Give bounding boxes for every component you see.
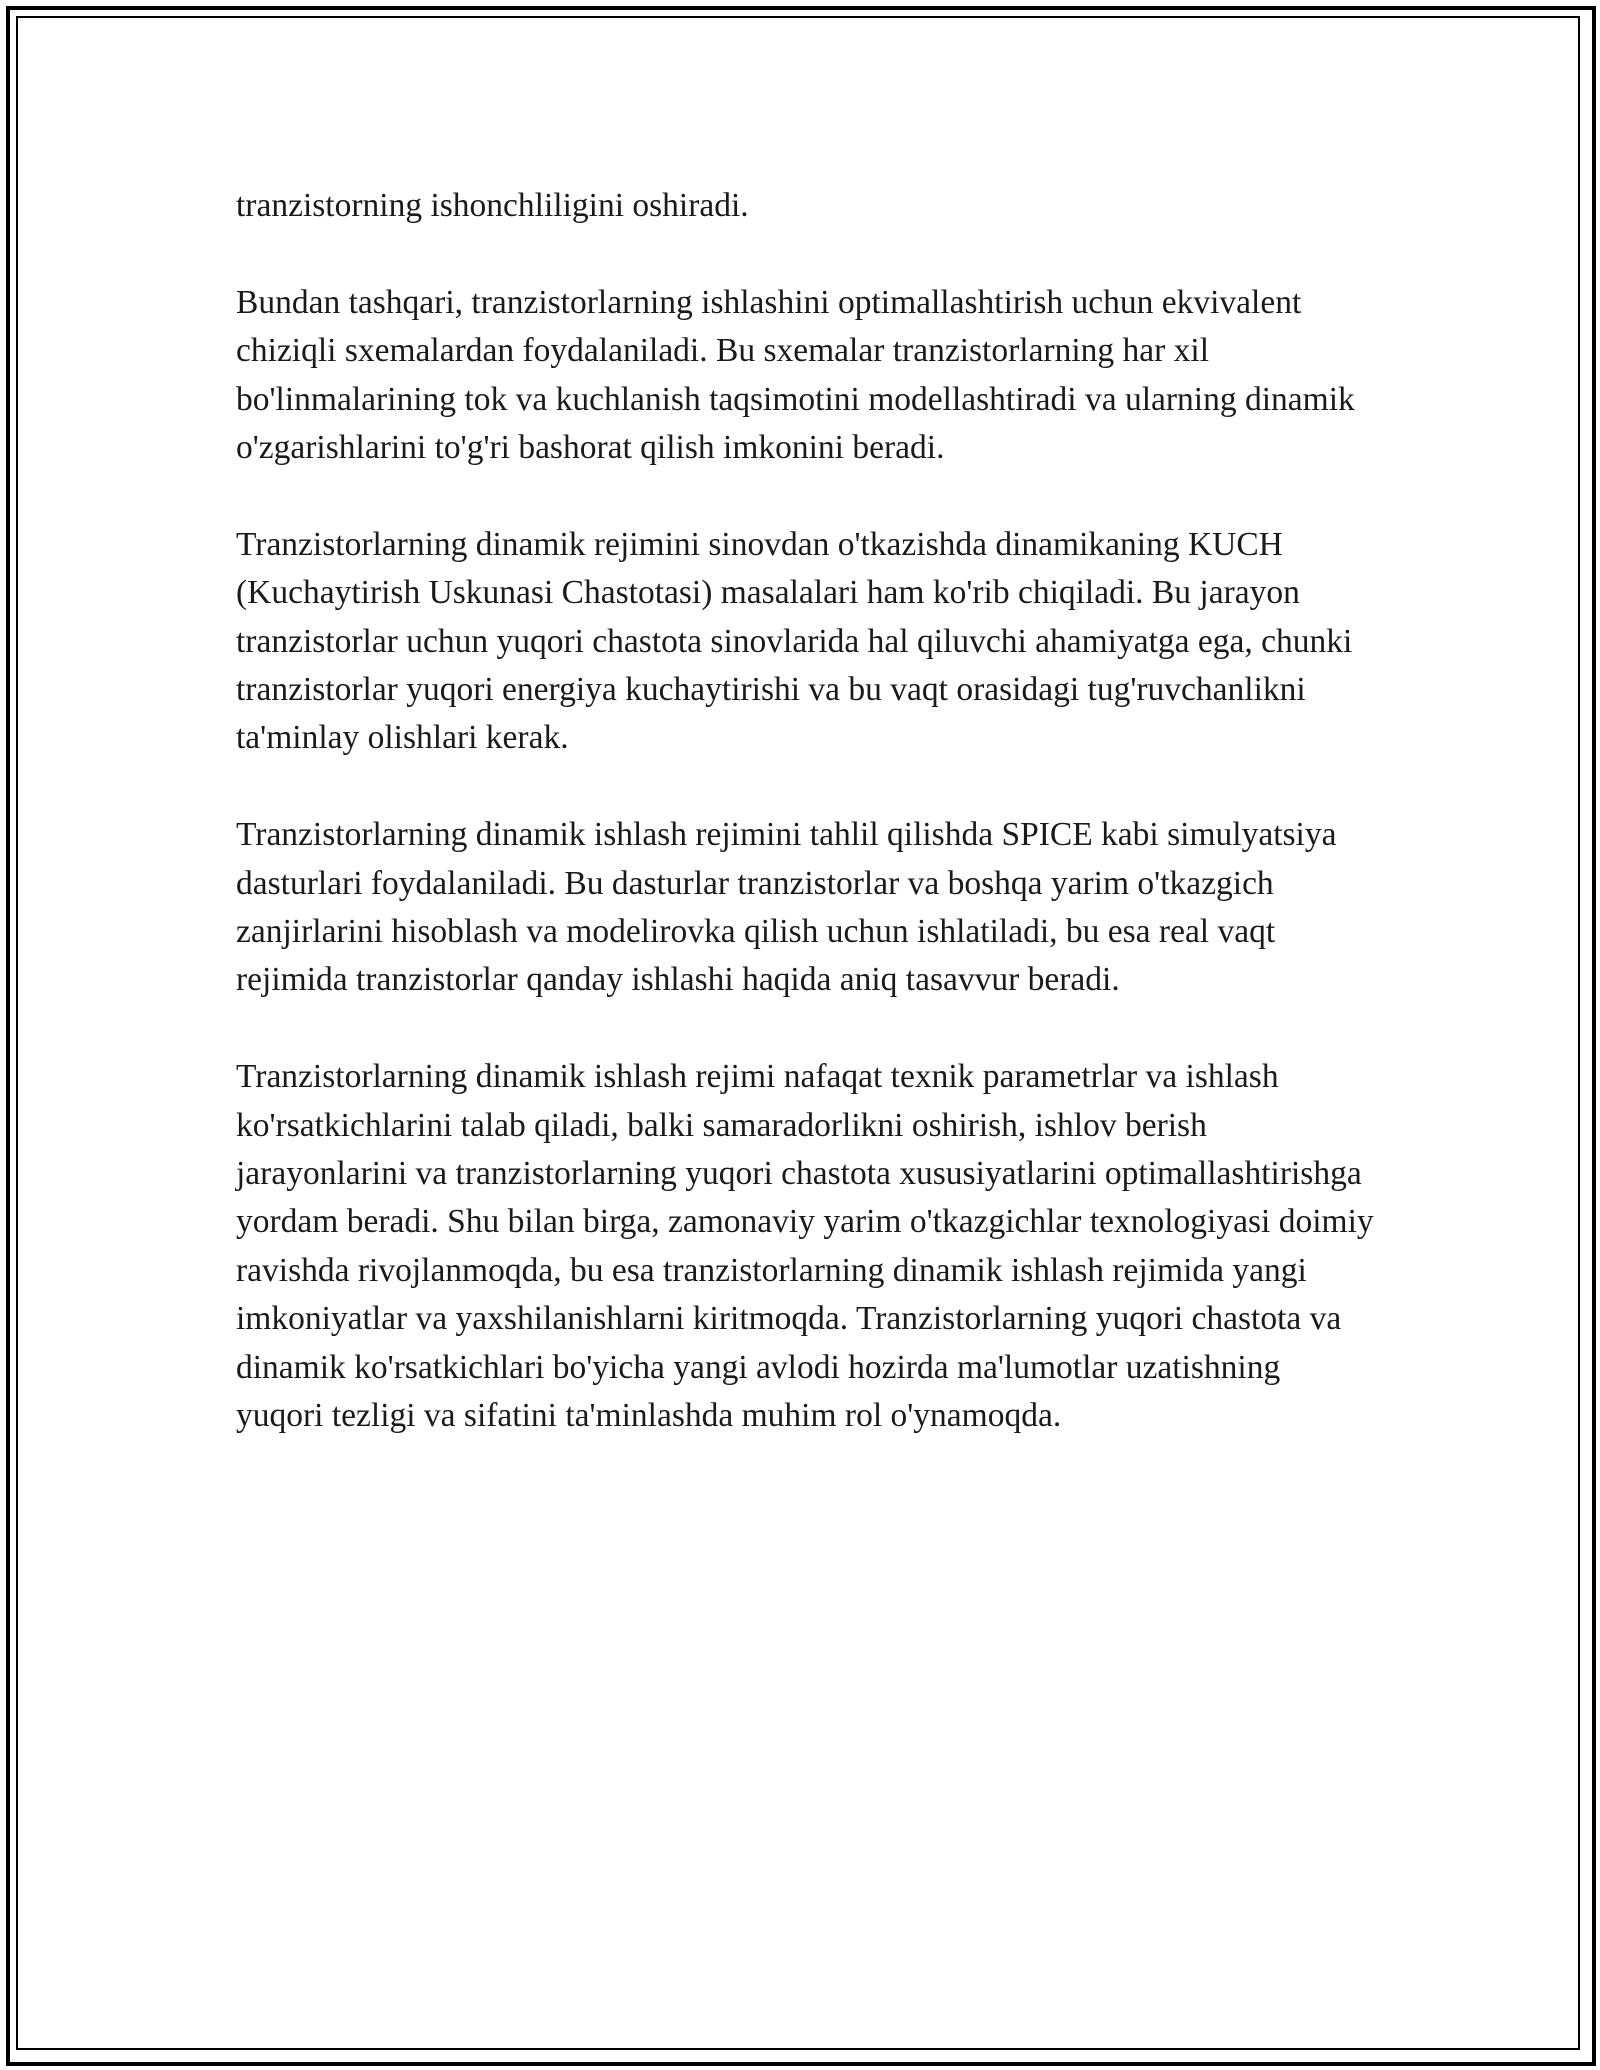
paragraph-2: Bundan tashqari, tranzistorlarning ishlashini optimallashtirish uchun ekvivalent chiziqli sxemalardan foydalaniladi. Bu sxemalar tranzistorlarning har xil bo'linmalarining tok va kuchlanish taqsimotini modellashtiradi va ularning dinamik o'zgarishlarini to'g'ri bashorat qilish imkonini beradi. <box>236 283 1355 467</box>
paragraph-4: Tranzistorlarning dinamik ishlash rejimini tahlil qilishda SPICE kabi simulyatsiya dasturlari foydalaniladi. Bu dasturlar tranzistorlar va boshqa yarim o'tkazgich zanjirlarini hisoblash va modelirovka qilish uchun ishlatiladi, bu esa real vaqt rejimida tranzistorlar qanday ishlashi haqida aniq tasavvur beradi. <box>236 816 1337 999</box>
document-body <box>236 182 1376 1489</box>
paragraph-5: Tranzistorlarning dinamik ishlash rejimi nafaqat texnik parametrlar va ishlash ko'rsatkichlarini talab qiladi, balki samaradorlikni oshirish, ishlov berish jarayonlarini va tranzistorlarning yuqori chastota xususiyatlarini optimallashtirishga yordam beradi. Shu bilan birga, zamonaviy yarim o'tkazgichlar texnologiyasi doimiy ravishda rivojlanmoqda, bu esa tranzistorlarning dinamik ishlash rejimida yangi imkoniyatlar va yaxshilanishlarni kiritmoqda. Tranzistorlarning yuqori chastota va dinamik ko'rsatkichlari bo'yicha yangi avlodi hozirda ma'lumotlar uzatishning yuqori tezligi va sifatini ta'minlashda muhim rol o'ynamoqda. <box>236 1058 1374 1435</box>
paragraph-3: Tranzistorlarning dinamik rejimini sinovdan o'tkazishda dinamikaning KUCH (Kuchaytirish Uskunasi Chastotasi) masalalari ham ko'rib chiqiladi. Bu jarayon tranzistorlar uchun yuqori chastota sinovlarida hal qiluvchi ahamiyatga ega, chunki tranzistorlar yuqori energiya kuchaytirishi va bu vaqt orasidagi tug'ruvchanlikni ta'minlay olishlari kerak. <box>236 525 1353 757</box>
paragraph-1: tranzistorning ishonchliligini oshiradi. <box>236 187 749 224</box>
